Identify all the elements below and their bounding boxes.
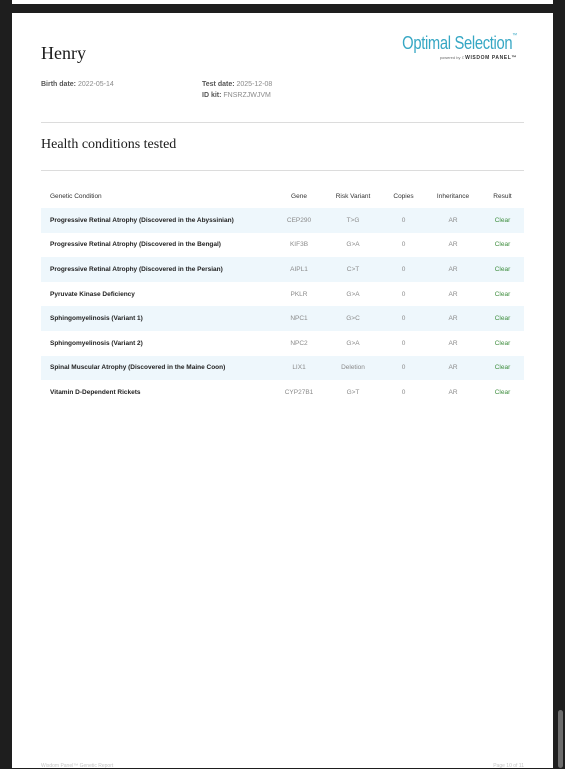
risk-variant-cell: G>A <box>346 290 360 298</box>
logo-brand: Optimal Selection™ <box>402 33 517 53</box>
column-header: Result <box>493 192 512 200</box>
logo-powered-by: powered by ℰ WISDOM PANEL™ <box>439 55 517 61</box>
gene-cell: LIX1 <box>292 364 306 372</box>
result-cell: Clear <box>494 290 511 298</box>
table-row <box>41 208 524 233</box>
header-divider <box>41 122 524 123</box>
result-cell: Clear <box>494 241 511 249</box>
gene-cell: AIPL1 <box>290 265 308 273</box>
result-cell: Clear <box>494 265 511 273</box>
section-divider <box>41 170 524 171</box>
copies-cell: 0 <box>401 241 406 249</box>
column-header: Risk Variant <box>335 192 371 200</box>
table-body <box>41 208 524 405</box>
report-page <box>12 13 553 768</box>
inheritance-cell: AR <box>448 265 458 273</box>
column-header: Genetic Condition <box>50 192 102 200</box>
pet-name: Henry <box>41 43 86 63</box>
risk-variant-cell: G>A <box>346 339 360 347</box>
birth-date: Birth date: 2022-05-14 <box>41 81 114 88</box>
table-row <box>41 380 524 405</box>
inheritance-cell: AR <box>448 315 458 323</box>
test-info: Test date: 2025-12-08 ID kit: FNSRZJWJVM <box>202 81 273 99</box>
column-header: Copies <box>393 192 414 200</box>
risk-variant-cell: C>T <box>346 265 360 273</box>
risk-variant-cell: G>T <box>346 388 360 396</box>
result-cell: Clear <box>494 216 511 224</box>
previous-page-edge <box>12 0 553 4</box>
condition-cell: Progressive Retinal Atrophy (Discovered in the Abyssinian) <box>50 216 234 224</box>
risk-variant-cell: G>A <box>346 241 360 249</box>
column-header: Gene <box>291 192 307 200</box>
copies-cell: 0 <box>401 216 406 224</box>
copies-cell: 0 <box>401 339 406 347</box>
table-row <box>41 306 524 331</box>
condition-cell: Sphingomyelinosis (Variant 1) <box>50 315 143 323</box>
condition-cell: Progressive Retinal Atrophy (Discovered in the Persian) <box>50 265 223 273</box>
risk-variant-cell: G>C <box>346 315 360 323</box>
condition-cell: Pyruvate Kinase Deficiency <box>50 290 135 298</box>
gene-cell: CEP290 <box>286 216 312 224</box>
copies-cell: 0 <box>401 265 406 273</box>
section-title: Health conditions tested <box>41 137 177 152</box>
gene-cell: CYP27B1 <box>284 388 314 396</box>
inheritance-cell: AR <box>448 290 458 298</box>
condition-cell: Spinal Muscular Atrophy (Discovered in the Maine Coon) <box>50 364 226 372</box>
inheritance-cell: AR <box>448 339 458 347</box>
condition-cell: Vitamin D-Dependent Rickets <box>50 388 141 396</box>
result-cell: Clear <box>494 364 511 372</box>
table-row <box>41 331 524 356</box>
table-row <box>41 282 524 307</box>
inheritance-cell: AR <box>448 364 458 372</box>
inheritance-cell: AR <box>448 241 458 249</box>
gene-cell: NPC1 <box>290 315 308 323</box>
column-header: Inheritance <box>436 192 470 200</box>
result-cell: Clear <box>494 388 511 396</box>
health-conditions-table <box>41 184 524 405</box>
result-cell: Clear <box>494 339 511 347</box>
copies-cell: 0 <box>401 364 406 372</box>
scrollbar[interactable] <box>558 710 563 768</box>
footer-left: Wisdom Panel™ Genetic Report <box>41 763 114 769</box>
gene-cell: NPC2 <box>290 339 308 347</box>
inheritance-cell: AR <box>448 216 458 224</box>
optimal-selection-logo <box>377 33 517 61</box>
footer-right: Page 10 of 11 <box>493 763 524 769</box>
risk-variant-cell: Deletion <box>341 364 365 372</box>
condition-cell: Progressive Retinal Atrophy (Discovered in the Bengal) <box>50 241 221 249</box>
copies-cell: 0 <box>401 315 406 323</box>
wisdom-logo-icon: ℰ <box>461 55 464 60</box>
copies-cell: 0 <box>401 290 406 298</box>
gene-cell: KIF3B <box>289 241 309 249</box>
table-row <box>41 233 524 258</box>
condition-cell: Sphingomyelinosis (Variant 2) <box>50 339 143 347</box>
copies-cell: 0 <box>401 388 406 396</box>
table-row <box>41 257 524 282</box>
risk-variant-cell: T>G <box>346 216 360 224</box>
table-header <box>41 184 524 208</box>
inheritance-cell: AR <box>448 388 458 396</box>
result-cell: Clear <box>494 315 511 323</box>
gene-cell: PKLR <box>290 290 308 298</box>
table-row <box>41 356 524 381</box>
